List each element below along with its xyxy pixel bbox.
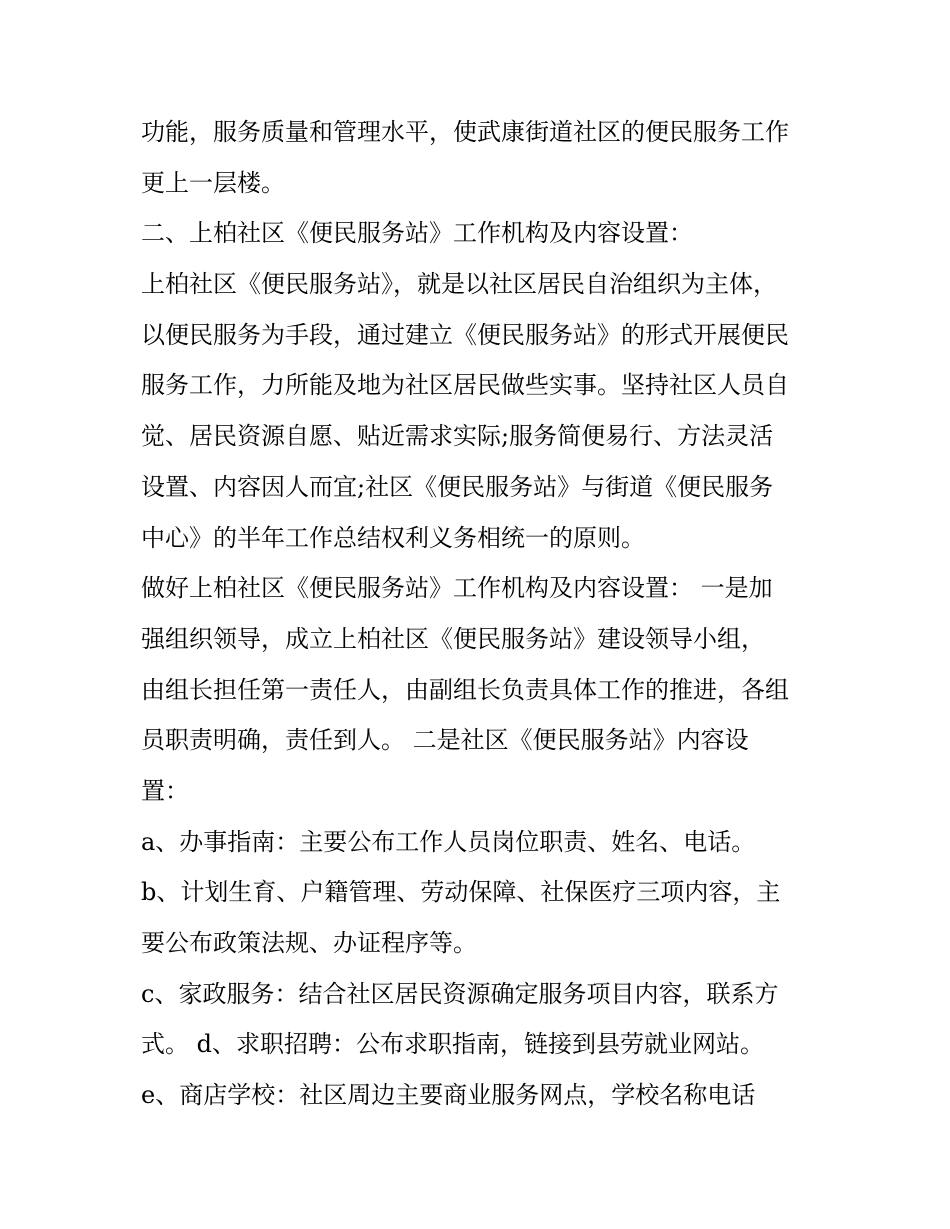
text-line: 员职责明确，责任到人。 二是社区《便民服务站》内容设 — [141, 726, 749, 755]
text-line: 以便民服务为手段，通过建立《便民服务站》的形式开展便民 — [141, 320, 789, 349]
text-line: 做好上柏社区《便民服务站》工作机构及内容设置： 一是加 — [141, 574, 773, 603]
text-line: 更上一层楼。 — [141, 168, 285, 197]
text-line: 觉、居民资源自愿、贴近需求实际;服务简便易行、方法灵活 — [141, 422, 774, 451]
text-line: 服务工作，力所能及地为社区居民做些实事。坚持社区人员自 — [141, 371, 789, 400]
text-line: 设置、内容因人而宜;社区《便民服务站》与街道《便民服务 — [141, 472, 774, 501]
list-item-d: 式。 d、求职招聘：公布求职指南，链接到县劳就业网站。 — [141, 1030, 764, 1059]
text-line: 置： — [141, 776, 189, 805]
list-item-c: c、家政服务：结合社区居民资源确定服务项目内容，联系方 — [141, 979, 779, 1008]
list-item-b: b、计划生育、户籍管理、劳动保障、社保医疗三项内容，主 — [141, 878, 781, 907]
text-line: 强组织领导，成立上柏社区《便民服务站》建设领导小组， — [141, 624, 765, 653]
list-item-e: e、商店学校：社区周边主要商业服务网点，学校名称电话 — [141, 1081, 756, 1110]
text-line: 中心》的半年工作总结权利义务相统一的原则。 — [141, 523, 645, 552]
text-line: 由组长担任第一责任人，由副组长负责具体工作的推进，各组 — [141, 675, 789, 704]
list-item-a: a、办事指南：主要公布工作人员岗位职责、姓名、电话。 — [141, 827, 756, 856]
body-text — [141, 107, 821, 1121]
text-line: 要公布政策法规、办证程序等。 — [141, 929, 477, 957]
text-line: 上柏社区《便民服务站》，就是以社区居民自治组织为主体， — [141, 270, 777, 299]
text-line: 功能，服务质量和管理水平，使武康街道社区的便民服务工作 — [141, 118, 789, 146]
section-heading: 二、上柏社区《便民服务站》工作机构及内容设置： — [141, 219, 693, 248]
